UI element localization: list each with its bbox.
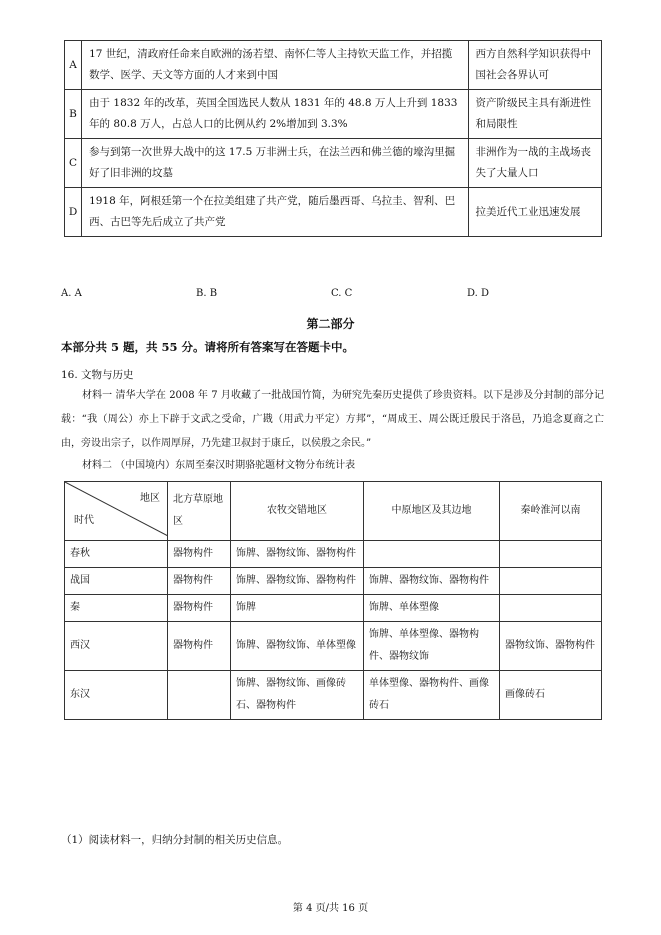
table-cell: 饰牌、单体塑像、器物构件、器物纹饰 — [364, 622, 500, 671]
table-header-row — [65, 482, 602, 541]
table-cell: 器物纹饰、器物构件 — [500, 622, 602, 671]
table-cell — [168, 671, 231, 720]
era-cell: 西汉 — [65, 622, 168, 671]
table-cell: 画像砖石 — [500, 671, 602, 720]
camel-artifact-table — [64, 481, 602, 720]
table-cell: 饰牌、单体塑像 — [364, 595, 500, 622]
table-row — [65, 568, 602, 595]
table-row — [65, 622, 602, 671]
table-cell — [500, 595, 602, 622]
era-cell: 秦 — [65, 595, 168, 622]
era-cell: 东汉 — [65, 671, 168, 720]
table-cell: 饰牌 — [231, 595, 364, 622]
table-row — [65, 541, 602, 568]
table-cell: 饰牌、器物纹饰、画像砖石、器物构件 — [231, 671, 364, 720]
options-row — [65, 188, 602, 237]
option-material: 1918 年，阿根廷第一个在拉美组建了共产党，随后墨西哥、乌拉圭、智利、巴西、古巴等先后成立了共产党 — [82, 188, 468, 237]
table-row — [65, 671, 602, 720]
option-conclusion: 非洲作为一战的主战场丧失了大量人口 — [468, 139, 602, 188]
table-cell: 饰牌、器物纹饰、器物构件 — [364, 568, 500, 595]
option-conclusion: 拉美近代工业迅速发展 — [468, 188, 602, 237]
option-material: 17 世纪，清政府任命来自欧洲的汤若望、南怀仁等人主持钦天监工作，并招揽数学、医学、天文等方面的人才来到中国 — [82, 41, 468, 90]
table-cell: 器物构件 — [168, 568, 231, 595]
material-two-caption: 材料二 （中国境内）东周至秦汉时期骆驼题材文物分布统计表 — [82, 460, 356, 471]
table-cell — [364, 541, 500, 568]
table-cell: 器物构件 — [168, 595, 231, 622]
choice-d[interactable]: D. D — [467, 288, 490, 299]
era-cell: 春秋 — [65, 541, 168, 568]
choice-b[interactable]: B. B — [196, 288, 218, 299]
table-cell: 饰牌、器物纹饰、器物构件 — [231, 568, 364, 595]
table-cell: 饰牌、器物纹饰、单体塑像 — [231, 622, 364, 671]
options-row — [65, 41, 602, 90]
options-row — [65, 139, 602, 188]
option-material: 由于 1832 年的改革，英国全国选民人数从 1831 年的 48.8 万人上升到 1833 年的 80.8 万人，占总人口的比例从约 2%增加到 3.3% — [82, 90, 468, 139]
answer-choices — [61, 288, 601, 306]
era-cell: 战国 — [65, 568, 168, 595]
table-cell: 饰牌、器物纹饰、器物构件 — [231, 541, 364, 568]
subquestion-1: （1）阅读材料一，归纳分封制的相关历史信息。 — [61, 834, 289, 846]
header-region-label: 地区 — [140, 493, 160, 504]
option-material: 参与到第一次世界大战中的这 17.5 万非洲士兵，在法兰西和佛兰德的壕沟里掘好了旧非洲的坟墓 — [82, 139, 468, 188]
header-era-label: 时代 — [74, 515, 94, 526]
column-header: 北方草原地区 — [168, 482, 231, 541]
part-title: 第二部分 — [306, 317, 355, 331]
options-row — [65, 90, 602, 139]
table-cell: 器物构件 — [168, 622, 231, 671]
part-instruction: 本部分共 5 题，共 55 分。请将所有答案写在答题卡中。 — [61, 340, 355, 354]
option-letter: C — [65, 139, 82, 188]
table-cell — [500, 568, 602, 595]
option-letter: B — [65, 90, 82, 139]
question-16-title: 16. 文物与历史 — [61, 369, 134, 381]
table-cell — [500, 541, 602, 568]
option-letter: D — [65, 188, 82, 237]
table-cell: 单体塑像、器物构件、画像砖石 — [364, 671, 500, 720]
column-header: 农牧交错地区 — [231, 482, 364, 541]
page-footer: 第 4 页/共 16 页 — [292, 903, 369, 914]
table-row — [65, 595, 602, 622]
table-cell: 器物构件 — [168, 541, 231, 568]
material-one: 材料一 清华大学在 2008 年 7 月收藏了一批战国竹简，为研究先秦历史提供了珍贵资料。以下是涉及分封制的部分记载：“我（周公）亦上下辟于文武之受命，广戡（用武力平定）方邦”，“周成王、周公既迁殷民于洛邑，乃追念夏商之亡由，旁设出宗子，以作周厚屏，乃先建卫叔封于康丘，以侯殷之余民。” — [61, 390, 604, 449]
column-header: 秦岭淮河以南 — [500, 482, 602, 541]
option-conclusion: 资产阶级民主具有渐进性和局限性 — [468, 90, 602, 139]
option-conclusion: 西方自然科学知识获得中国社会各界认可 — [468, 41, 602, 90]
option-letter: A — [65, 41, 82, 90]
choice-a[interactable]: A. A — [61, 288, 82, 299]
diagonal-header-cell — [65, 482, 168, 541]
column-header: 中原地区及其边地 — [364, 482, 500, 541]
options-table — [64, 40, 602, 237]
choice-c[interactable]: C. C — [331, 288, 353, 299]
